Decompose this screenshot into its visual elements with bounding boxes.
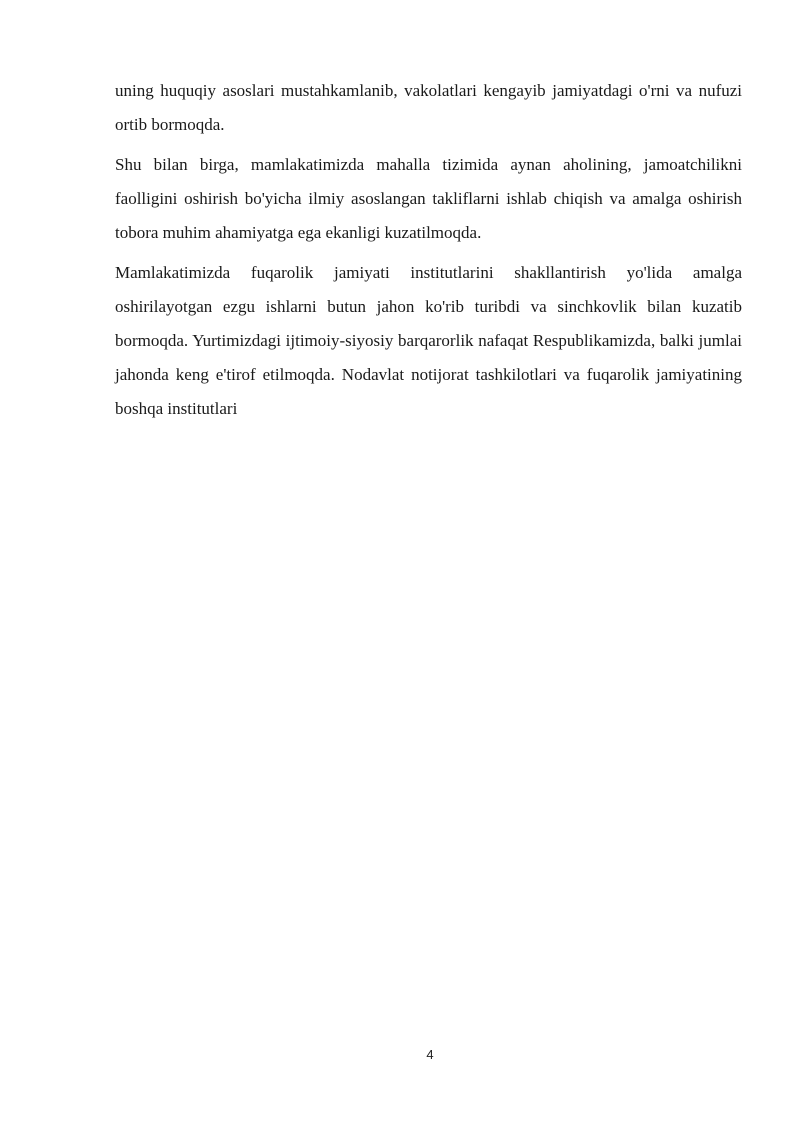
body-text (115, 74, 742, 432)
paragraph-2: Shu bilan birga, mamlakatimizda mahalla tizimida aynan aholining, jamoatchilikni faolligini oshirish bo'yicha ilmiy asoslangan takliflarni ishlab chiqish va amalga oshirish tobora muhim ahamiyatga ega ekanligi kuzatilmoqda. (115, 155, 742, 242)
page-number: 4 (426, 1047, 434, 1062)
paragraph-1: uning huquqiy asoslari mustahkamlanib, vakolatlari kengayib jamiyatdagi o'rni va nufuzi ortib bormoqda. (115, 81, 742, 134)
paragraph-3: Mamlakatimizda fuqarolik jamiyati institutlarini shakllantirish yo'lida amalga oshirilayotgan ezgu ishlarni butun jahon ko'rib turibdi va sinchkovlik bilan kuzatib bormoqda. Yurtimizdagi ijtimoiy-siyosiy barqarorlik nafaqat Respublikamizda, balki jumlai jahonda keng e'tirof etilmoqda. Nodavlat notijorat tashkilotlari va fuqarolik jamiyatining boshqa institutlari (115, 263, 742, 418)
